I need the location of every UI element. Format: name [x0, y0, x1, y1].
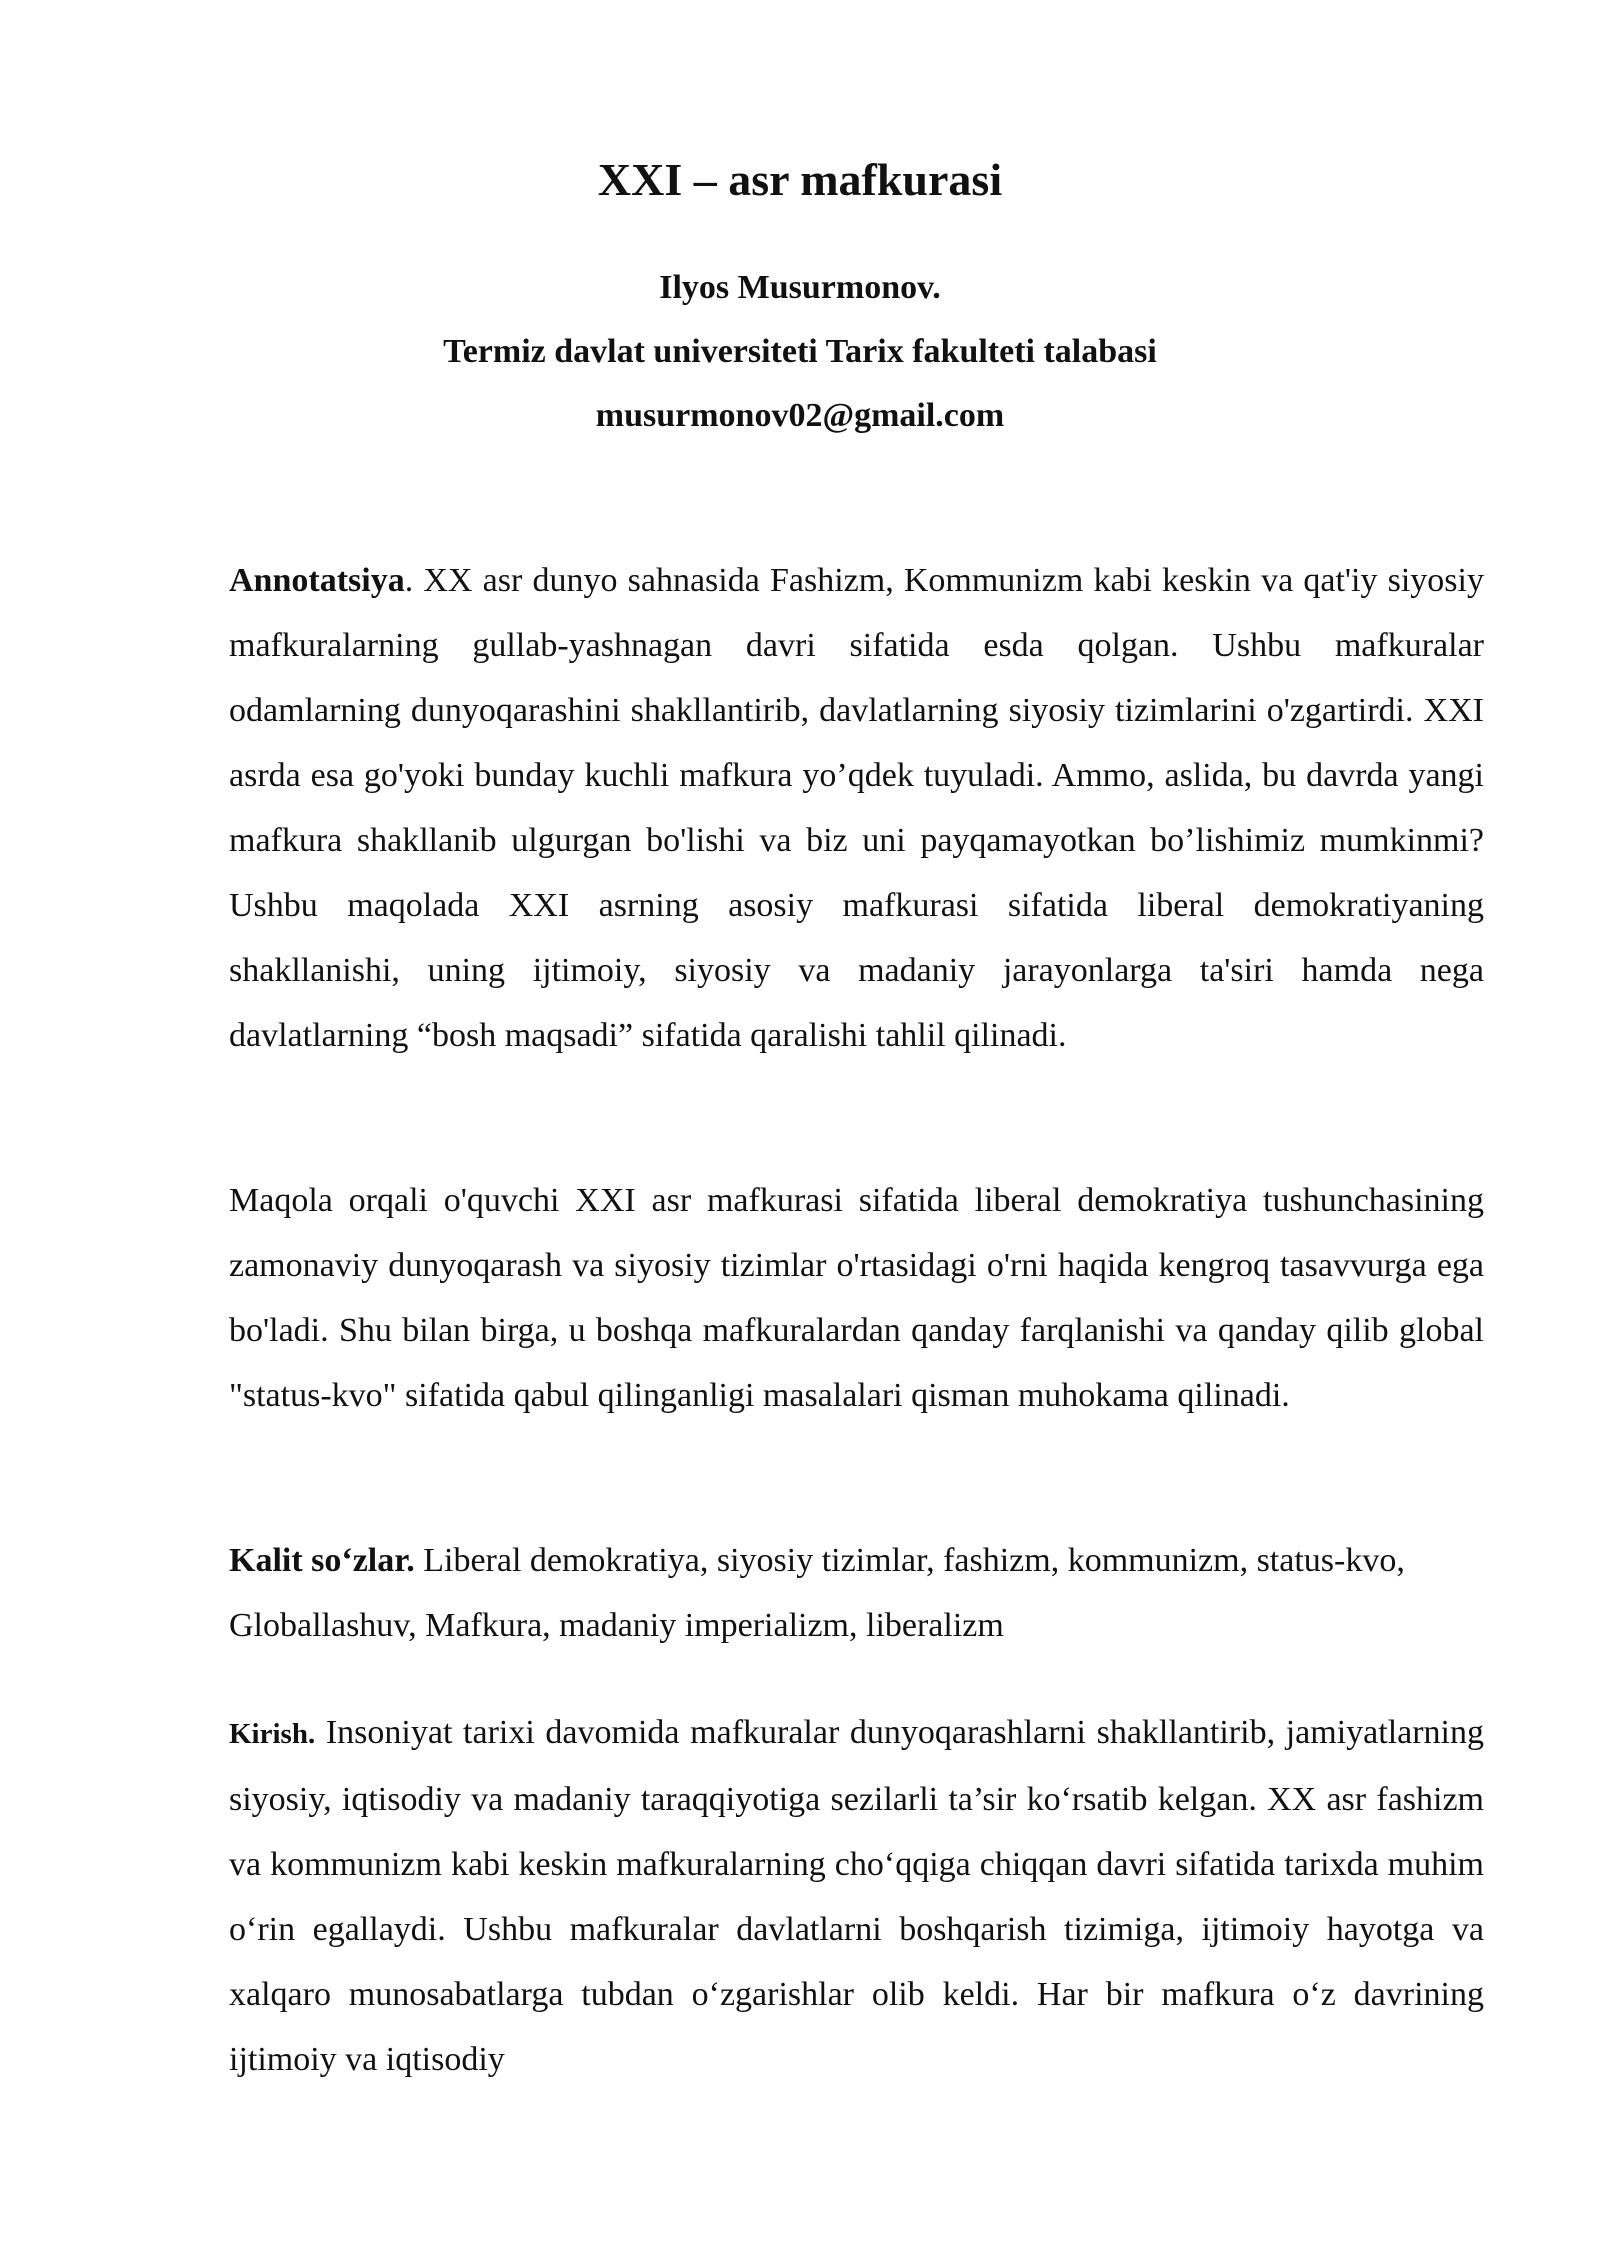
abstract-text: . XX asr dunyo sahnasida Fashizm, Kommunizm kabi keskin va qat'iy siyosiy mafkuralarning gullab-yashnagan davri sifatida esda qolgan. Ushbu mafkuralar odamlarning dunyoqarashini shakllantirib, davlatlarning siyosiy tizimlarini o'zgartirdi. XXI asrda esa go'yoki bunday kuchli mafkura yo’qdek tuyuladi. Ammo, aslida, bu davrda yangi mafkura shakllanib ulgurgan bo'lishi va biz uni payqamayotkan bo’lishimiz mumkinmi? Ushbu maqolada XXI asrning asosiy mafkurasi sifatida liberal demokratiyaning shakllanishi, uning ijtimoiy, siyosiy va madaniy jarayonlarga ta'siri hamda nega davlatlarning “bosh maqsadi” sifatida qaralishi tahlil qilinadi. [229, 562, 1484, 1054]
introduction-label: Kirish. [229, 1718, 316, 1750]
keywords-label: Kalit so‘zlar. [229, 1542, 415, 1579]
author-block [0, 256, 1600, 448]
abstract-paragraph [229, 548, 1484, 1068]
keywords-paragraph [229, 1528, 1484, 1658]
introduction-text: Insoniyat tarixi davomida mafkuralar dunyoqarashlarni shakllantirib, jamiyatlarning siyosiy, iqtisodiy va madaniy taraqqiyotiga sezilarli ta’sir ko‘rsatib kelgan. XX asr fashizm va kommunizm kabi keskin mafkuralarning cho‘qqiga chiqqan davri sifatida tarixda muhim o‘rin egallaydi. Ushbu mafkuralar davlatlarni boshqarish tizimiga, ijtimoiy hayotga va xalqaro munosabatlarga tubdan o‘zgarishlar olib keldi. Har bir mafkura o‘z davrining ijtimoiy va iqtisodiy [229, 1714, 1484, 2078]
keywords-text: Liberal demokratiya, siyosiy tizimlar, fashizm, kommunizm, status-kvo, Globallashuv, Mafkura, madaniy imperializm, liberalizm [229, 1542, 1405, 1644]
paper-title: XXI – asr mafkurasi [597, 154, 1003, 205]
introduction-paragraph [229, 1700, 1484, 2092]
author-email: musurmonov02@gmail.com [595, 397, 1005, 434]
abstract-paragraph-2: Maqola orqali o'quvchi XXI asr mafkurasi sifatida liberal demokratiya tushunchasining zamonaviy dunyoqarash va siyosiy tizimlar o'rtasidagi o'rni haqida kengroq tasavvurga ega bo'ladi. Shu bilan birga, u boshqa mafkuralardan qanday farqlanishi va qanday qilib global "status-kvo" sifatida qabul qilinganligi masalalari qisman muhokama qilinadi. [229, 1182, 1484, 1414]
author-name: Ilyos Musurmonov. [659, 269, 941, 306]
abstract-label: Annotatsiya [229, 562, 405, 599]
author-affiliation: Termiz davlat universiteti Tarix fakulteti talabasi [443, 333, 1157, 370]
